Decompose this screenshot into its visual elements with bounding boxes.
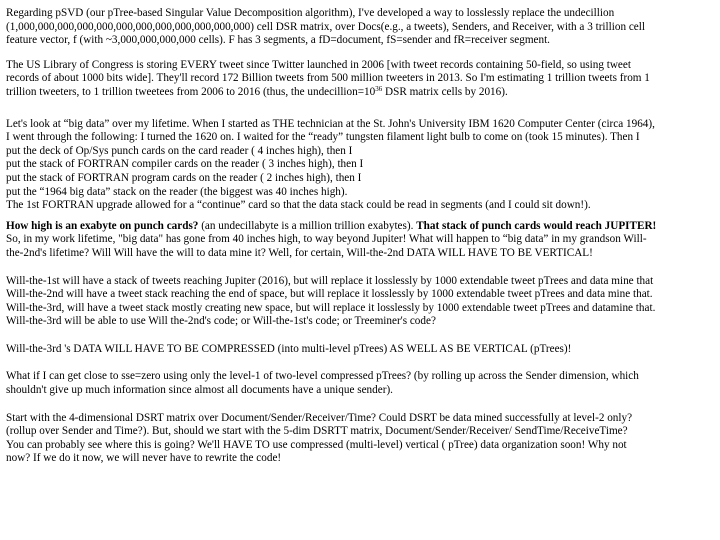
bold-statement: That stack of punch cards would reach JUPITER!	[416, 219, 657, 232]
text-line: put the “1964 big data” stack on the reader (the biggest was 40 inches high).	[6, 185, 348, 198]
paragraph-dsrt-matrix	[6, 412, 716, 466]
text-line: What if I can get close to sse=zero using only the level-1 of two-level compressed pTrees? (by rolling up across the Sender dimension, which	[6, 370, 639, 383]
text-line: The US Library of Congress is storing EVERY tweet since Twitter launched in 2006 [with tweet records containing 50-field, so using tweet	[6, 58, 631, 71]
paragraph-big-data-lifetime	[6, 118, 716, 213]
text-line: The 1st FORTRAN upgrade allowed for a “continue” card so that the data stack could be read in segments (and I could sit down!).	[6, 199, 591, 212]
paragraph-will-generations	[6, 275, 716, 329]
text-line: (1,000,000,000,000,000,000,000,000,000,000,000,000) cell DSR matrix, over Docs(e.g., a tweets), Senders, and Receiver, with a 3 trillion cell	[6, 20, 645, 33]
text-line: put the deck of Op/Sys punch cards on the card reader ( 4 inches high), then I	[6, 144, 353, 157]
document-body	[6, 7, 716, 466]
paragraph-exabyte	[6, 220, 716, 261]
text-fragment: trillion tweeters, to 1 trillion tweetees from 2006 to 2016 (thus, the undecillion=10	[6, 85, 376, 98]
text-line: put the stack of FORTRAN compiler cards on the reader ( 3 inches high), then I	[6, 158, 364, 171]
text-line: the-2nd's lifetime? Will Will have the will to data mine it? Well, for certain, Will-the-2nd DATA WILL HAVE TO BE VERTICAL!	[6, 246, 593, 259]
text-line: Will-the-2nd will have a tweet stack reaching the end of space, but will replace it losslessly by 1000 extendable tweet pTrees and data mine that.	[6, 288, 653, 301]
text-line: put the stack of FORTRAN program cards on the reader ( 2 inches high), then I	[6, 171, 362, 184]
text-fragment: DSR matrix cells by 2016).	[382, 85, 508, 98]
text-line: Regarding pSVD (our pTree-based Singular Value Decomposition algorithm), I've developed a way to losslessly replace the undecillion	[6, 7, 615, 19]
text-line: Will-the-3rd 's DATA WILL HAVE TO BE COMPRESSED (into multi-level pTrees) AS WELL AS BE VERTICAL (pTrees)!	[6, 342, 572, 355]
text-fragment: (an undecillabyte is a million trillion exabytes).	[198, 219, 417, 232]
paragraph-compressed	[6, 343, 716, 357]
text-line: now? If we do it now, we will never have to rewrite the code!	[6, 452, 282, 465]
paragraph-sse-zero	[6, 370, 716, 397]
text-line: shouldn't give up much information since almost all documents have a unique sender).	[6, 384, 393, 397]
text-line: Will-the-1st will have a stack of tweets reaching Jupiter (2016), but will replace it losslessly by 1000 extendable tweet pTrees and data mine that	[6, 274, 654, 287]
text-line: I went through the following: I turned the 1620 on. I waited for the “ready” tungsten filament light bulb to come on (took 15 minutes). Then I	[6, 131, 640, 144]
text-line: So, in my work lifetime, "big data" has gone from 40 inches high, to way beyond Jupiter! What will happen to “big data” in my grandson Will-	[6, 233, 647, 246]
exponent: 36	[375, 84, 383, 93]
text-line: (rollup over Sender and Time?). But, should we start with the 5-dim DSRTT matrix, Document/Sender/Receiver/ SendTime/ReceiveTime?	[6, 425, 628, 438]
text-line: Let's look at “big data” over my lifetime. When I started as THE technician at the St. John's University IBM 1620 Computer Center (circa 1964),	[6, 117, 655, 130]
text-line	[6, 86, 716, 100]
text-line: Start with the 4-dimensional DSRT matrix over Document/Sender/Receiver/Time? Could DSRT be data mined successfully at level-2 only?	[6, 411, 633, 424]
paragraph-psvd	[6, 7, 716, 48]
bold-question: How high is an exabyte on punch cards?	[6, 219, 199, 232]
text-line: Will-the-3rd, will have a tweet stack mostly creating new space, but will replace it losslessly by 1000 extendable tweet pTrees and datamine that.	[6, 301, 656, 314]
text-line: feature vector, f (with ~3,000,000,000,000 cells). F has 3 segments, a fD=document, fS=sender and fR=receiver segment.	[6, 34, 550, 47]
text-line: You can probably see where this is going? We'll HAVE TO use compressed (multi-level) vertical ( pTree) data organization soon! Why not	[6, 438, 627, 451]
text-line: Will-the-3rd will be able to use Will the-2nd's code; or Will-the-1st's code; or Treeminer's code?	[6, 315, 436, 328]
paragraph-library-of-congress	[6, 59, 716, 100]
text-line	[6, 220, 716, 234]
text-line: records of about 1000 bits wide]. They'll record 172 Billion tweets from 500 million tweeters in 2013. So I'm estimating 1 trillion tweets from 1	[6, 72, 650, 85]
